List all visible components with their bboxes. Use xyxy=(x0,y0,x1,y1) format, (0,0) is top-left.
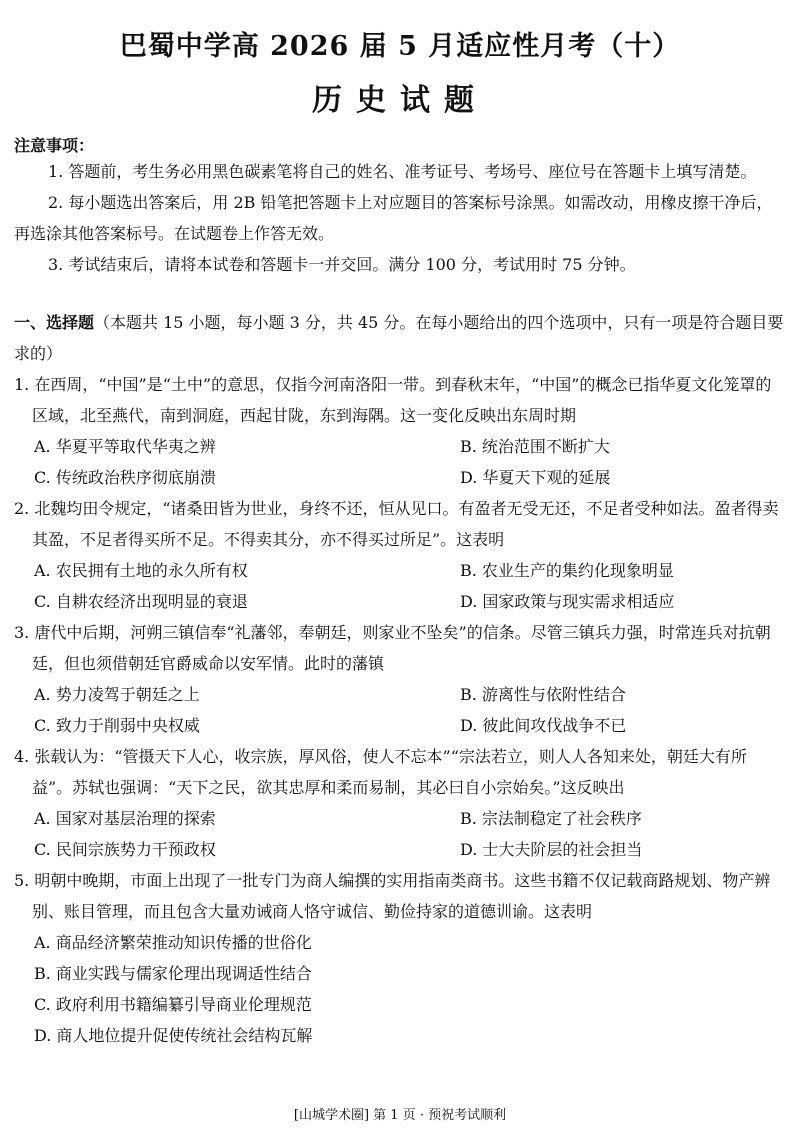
question-stem: 5. 明朝中晚期，市面上出现了一批专门为商人编撰的实用指南类商书。这些书籍不仅记载商路规划、物产辨别、账目管理，而且包含大量劝诫商人恪守诚信、勤俭持家的道德训谕。这表明 xyxy=(14,871,771,921)
option-d: D. 彼此间攻伐战争不已 xyxy=(460,716,627,735)
option-d: D. 商人地位提升促使传统社会结构瓦解 xyxy=(34,1026,313,1045)
option-c: C. 民间宗族势力干预政权 xyxy=(34,840,216,859)
notice-item: 1. 答题前，考生务必用黑色碳素笔将自己的姓名、准考证号、考场号、座位号在答题卡上填写清楚。 xyxy=(48,162,757,181)
question-5 xyxy=(14,865,786,1051)
section-description: （本题共 15 小题，每小题 3 分，共 45 分。在每小题给出的四个选项中，只有一项是符合题目要求的） xyxy=(14,313,784,363)
option-b: B. 统治范围不断扩大 xyxy=(460,437,610,456)
option-b: B. 商业实践与儒家伦理出现调适性结合 xyxy=(34,964,312,983)
question-4 xyxy=(14,741,786,865)
notice-heading: 注意事项： xyxy=(14,136,95,155)
question-options xyxy=(14,679,786,741)
option-b: B. 游离性与依附性结合 xyxy=(460,685,626,704)
option-a: A. 国家对基层治理的探索 xyxy=(34,809,216,828)
question-options xyxy=(14,927,786,1051)
option-c: C. 传统政治秩序彻底崩溃 xyxy=(34,468,216,487)
section-header xyxy=(14,307,786,369)
option-d: D. 华夏天下观的延展 xyxy=(460,468,611,487)
option-c: C. 政府利用书籍编纂引导商业伦理规范 xyxy=(34,995,312,1014)
option-a: A. 势力凌驾于朝廷之上 xyxy=(34,685,200,704)
notice-block xyxy=(14,133,786,280)
section-title: 一、选择题 xyxy=(14,313,95,332)
page-footer: [山城学术圈] 第 1 页 · 预祝考试顺利 xyxy=(293,1108,507,1123)
question-stem: 3. 唐代中后期，河朔三镇信奉“礼藩邻，奉朝廷，则家业不坠矣”的信条。尽管三镇兵力强，时常连兵对抗朝廷，但也须借朝廷官爵威命以安军情。此时的藩镇 xyxy=(14,623,771,673)
option-a: A. 农民拥有土地的永久所有权 xyxy=(34,561,248,580)
question-3 xyxy=(14,617,786,741)
option-a: A. 华夏平等取代华夷之辨 xyxy=(34,437,216,456)
question-options xyxy=(14,555,786,617)
subject-title: 历史试题 xyxy=(312,83,488,118)
question-options xyxy=(14,803,786,865)
notice-item: 2. 每小题选出答案后，用 2B 铅笔把答题卡上对应题目的答案标号涂黑。如需改动，用橡皮擦干净后，再选涂其他答案标号。在试题卷上作答无效。 xyxy=(14,193,773,243)
option-b: B. 农业生产的集约化现象明显 xyxy=(460,561,674,580)
exam-title: 巴蜀中学高 2026 届 5 月适应性月考（十） xyxy=(119,31,681,62)
question-stem: 1. 在西周，“中国”是“土中”的意思，仅指今河南洛阳一带。到春秋末年，“中国”的概念已指华夏文化笼罩的区域，北至燕代，南到洞庭，西起甘陇，东到海隅。这一变化反映出东周时期 xyxy=(14,375,772,425)
option-d: D. 国家政策与现实需求相适应 xyxy=(460,592,675,611)
option-b: B. 宗法制稳定了社会秩序 xyxy=(460,809,642,828)
option-a: A. 商品经济繁荣推动知识传播的世俗化 xyxy=(34,933,312,952)
option-c: C. 自耕农经济出现明显的衰退 xyxy=(34,592,248,611)
question-1 xyxy=(14,369,786,493)
option-d: D. 士大夫阶层的社会担当 xyxy=(460,840,643,859)
question-stem: 4. 张载认为：“管摄天下人心，收宗族，厚风俗，使人不忘本”“宗法若立，则人人各知来处，朝廷大有所益”。苏轼也强调：“天下之民，欲其忠厚和柔而易制，其必曰自小宗始矣。”这反映出 xyxy=(14,747,747,797)
question-2 xyxy=(14,493,786,617)
option-c: C. 致力于削弱中央权威 xyxy=(34,716,200,735)
question-stem: 2. 北魏均田令规定，“诸桑田皆为世业，身终不还，恒从见口。有盈者无受无还，不足者受种如法。盈者得卖其盈，不足者得买所不足。不得卖其分，亦不得买过所足”。这表明 xyxy=(14,499,779,549)
notice-item: 3. 考试结束后，请将本试卷和答题卡一并交回。满分 100 分，考试用时 75 分钟。 xyxy=(48,255,636,274)
question-options xyxy=(14,431,786,493)
